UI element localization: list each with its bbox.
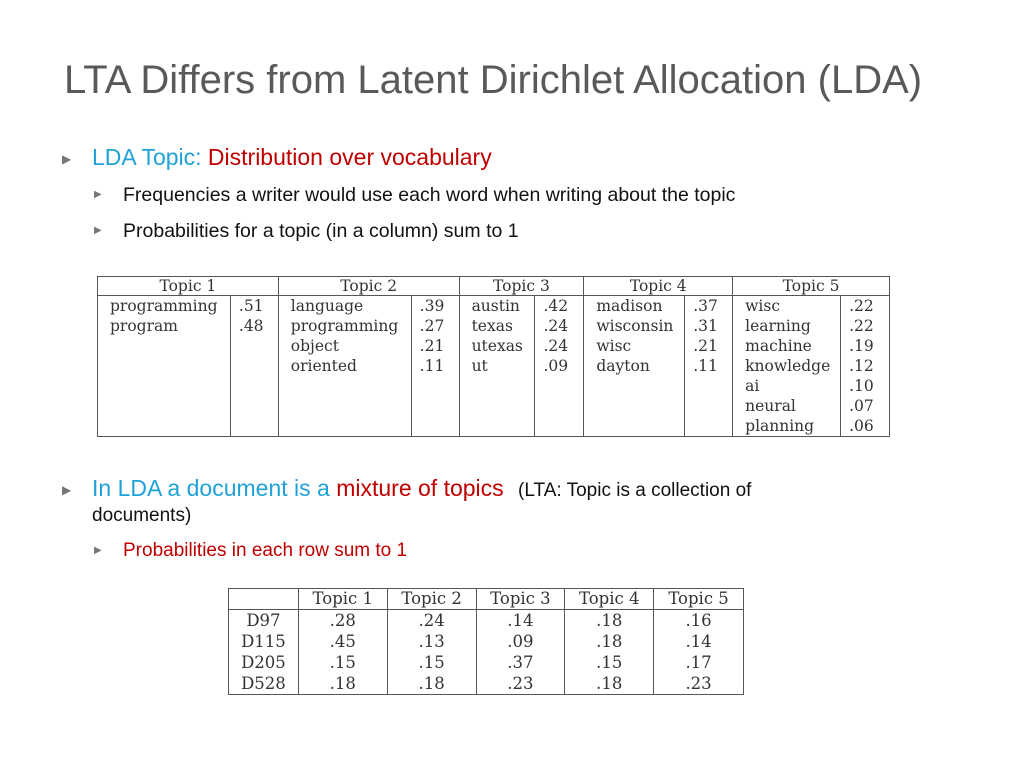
topic-word: utexas xyxy=(471,337,523,355)
topic-word: object xyxy=(290,337,339,355)
topic-probs-cell xyxy=(685,296,733,437)
doc-id-cell: D97 xyxy=(229,610,299,632)
doc-topic-prob-cell: .18 xyxy=(387,673,476,695)
bullet-document-prefix: In LDA a document is a xyxy=(92,475,337,501)
topic-header-row xyxy=(98,277,890,296)
doc-topic-prob-cell: .23 xyxy=(654,673,744,695)
doc-topic-prob-cell: .18 xyxy=(298,673,387,695)
topic-word-prob: .21 xyxy=(419,337,445,355)
topic-word-prob: .37 xyxy=(693,297,718,315)
doc-topic-prob-cell: .18 xyxy=(565,610,654,632)
bullet-lda-topic-prefix: LDA Topic: xyxy=(92,144,208,170)
doc-topic-prob-cell: .45 xyxy=(298,631,387,652)
topic-word: madison xyxy=(596,297,663,315)
topic-word-prob: .48 xyxy=(238,317,264,335)
topic-header: Topic 1 xyxy=(98,277,279,296)
doc-table-corner xyxy=(229,589,299,610)
doc-topic-prob-cell: .16 xyxy=(654,610,744,632)
doc-table-row xyxy=(229,631,744,652)
doc-topic-prob-cell: .13 xyxy=(387,631,476,652)
doc-topic-prob-cell: .15 xyxy=(298,652,387,673)
doc-topic-prob-cell: .37 xyxy=(476,652,565,673)
topic-word: learning xyxy=(745,317,811,335)
doc-topic-prob-cell: .17 xyxy=(654,652,744,673)
topic-word: texas xyxy=(471,317,513,335)
doc-topic-prob-cell: .14 xyxy=(476,610,565,632)
doc-id-cell: D205 xyxy=(229,652,299,673)
topic-word-prob: .09 xyxy=(543,357,569,375)
bullet-arrow-icon: ▶ xyxy=(62,152,72,166)
topic-probs-cell xyxy=(411,296,459,437)
doc-topic-prob-cell: .15 xyxy=(565,652,654,673)
topic-word-prob: .06 xyxy=(849,417,874,435)
doc-topic-prob-cell: .09 xyxy=(476,631,565,652)
document-topic-table xyxy=(228,588,744,695)
doc-table-header: Topic 5 xyxy=(654,589,744,610)
bullet-lda-topic-highlight: Distribution over vocabulary xyxy=(207,144,492,170)
topic-word: austin xyxy=(471,297,520,315)
topic-word-prob: .27 xyxy=(419,317,445,335)
topic-word-table xyxy=(97,276,890,437)
doc-topic-prob-cell: .28 xyxy=(298,610,387,632)
topic-words-cell xyxy=(459,296,535,437)
doc-table-header: Topic 3 xyxy=(476,589,565,610)
bullet-lta-note-cont: documents) xyxy=(92,505,192,526)
bullet-lta-note: (LTA: Topic is a collection of xyxy=(518,480,752,501)
topic-word-prob: .31 xyxy=(693,317,718,335)
topic-word: machine xyxy=(745,337,812,355)
topic-header: Topic 4 xyxy=(584,277,733,296)
topic-word-prob: .07 xyxy=(849,397,874,415)
doc-table-header: Topic 2 xyxy=(387,589,476,610)
sub-bullet-frequencies: Frequencies a writer would use each word when writing about the topic xyxy=(123,184,736,206)
topic-header: Topic 3 xyxy=(459,277,584,296)
sub-bullet-probabilities: Probabilities for a topic (in a column) sum to 1 xyxy=(123,220,519,242)
sub-bullet-arrow-icon: ▶ xyxy=(94,189,102,200)
topic-words-cell xyxy=(584,296,685,437)
topic-word-prob: .22 xyxy=(849,297,874,315)
topic-header: Topic 5 xyxy=(733,277,890,296)
slide-title: LTA Differs from Latent Dirichlet Allocation (LDA) xyxy=(64,58,923,102)
topic-words-cell xyxy=(733,296,841,437)
doc-table-row xyxy=(229,673,744,695)
doc-id-cell: D115 xyxy=(229,631,299,652)
doc-topic-prob-cell: .15 xyxy=(387,652,476,673)
doc-topic-prob-cell: .18 xyxy=(565,673,654,695)
topic-probs-cell xyxy=(230,296,278,437)
topic-word: ai xyxy=(745,377,760,395)
topic-word-prob: .10 xyxy=(849,377,874,395)
topic-word: wisconsin xyxy=(596,317,674,335)
topic-word-prob: .12 xyxy=(849,357,874,375)
topic-words-cell xyxy=(278,296,411,437)
topic-word: planning xyxy=(745,417,815,435)
topic-word: oriented xyxy=(290,357,357,375)
topic-probs-cell xyxy=(535,296,584,437)
topic-word: dayton xyxy=(596,357,650,375)
doc-topic-prob-cell: .24 xyxy=(387,610,476,632)
sub-bullet-row-sum: Probabilities in each row sum to 1 xyxy=(123,540,408,561)
topic-words-cell xyxy=(98,296,231,437)
topic-word: wisc xyxy=(596,337,632,355)
topic-word-prob: .24 xyxy=(543,337,569,355)
doc-topic-prob-cell: .18 xyxy=(565,631,654,652)
topic-word-prob: .24 xyxy=(543,317,569,335)
topic-word: program xyxy=(110,317,178,335)
doc-topic-prob-cell: .14 xyxy=(654,631,744,652)
topic-word: programming xyxy=(110,297,218,315)
bullet-document-mixture xyxy=(92,475,751,502)
topic-word-prob: .21 xyxy=(693,337,718,355)
bullet-lda-topic xyxy=(92,144,492,171)
topic-word-prob: .51 xyxy=(238,297,264,315)
topic-header: Topic 2 xyxy=(278,277,459,296)
topic-word-prob: .39 xyxy=(419,297,445,315)
bullet-document-highlight: mixture of topics xyxy=(336,475,504,501)
topic-word: language xyxy=(290,297,364,315)
topic-word-prob: .22 xyxy=(849,317,874,335)
topic-word-prob: .42 xyxy=(543,297,569,315)
topic-word: programming xyxy=(290,317,399,335)
topic-word: wisc xyxy=(745,297,781,315)
doc-table-header: Topic 1 xyxy=(298,589,387,610)
doc-table-header: Topic 4 xyxy=(565,589,654,610)
topic-body-row xyxy=(98,296,890,437)
topic-word: knowledge xyxy=(745,357,831,375)
topic-word: ut xyxy=(471,357,488,375)
sub-bullet-arrow-icon: ▶ xyxy=(94,545,102,556)
topic-probs-cell xyxy=(841,296,890,437)
topic-word-prob: .19 xyxy=(849,337,874,355)
doc-topic-prob-cell: .23 xyxy=(476,673,565,695)
sub-bullet-arrow-icon: ▶ xyxy=(94,225,102,236)
doc-table-header-row xyxy=(229,589,744,610)
topic-word-prob: .11 xyxy=(693,357,718,375)
doc-table-row xyxy=(229,610,744,632)
topic-word: neural xyxy=(745,397,796,415)
bullet-arrow-icon: ▶ xyxy=(62,483,72,497)
topic-word-prob: .11 xyxy=(419,357,445,375)
doc-id-cell: D528 xyxy=(229,673,299,695)
doc-table-row xyxy=(229,652,744,673)
